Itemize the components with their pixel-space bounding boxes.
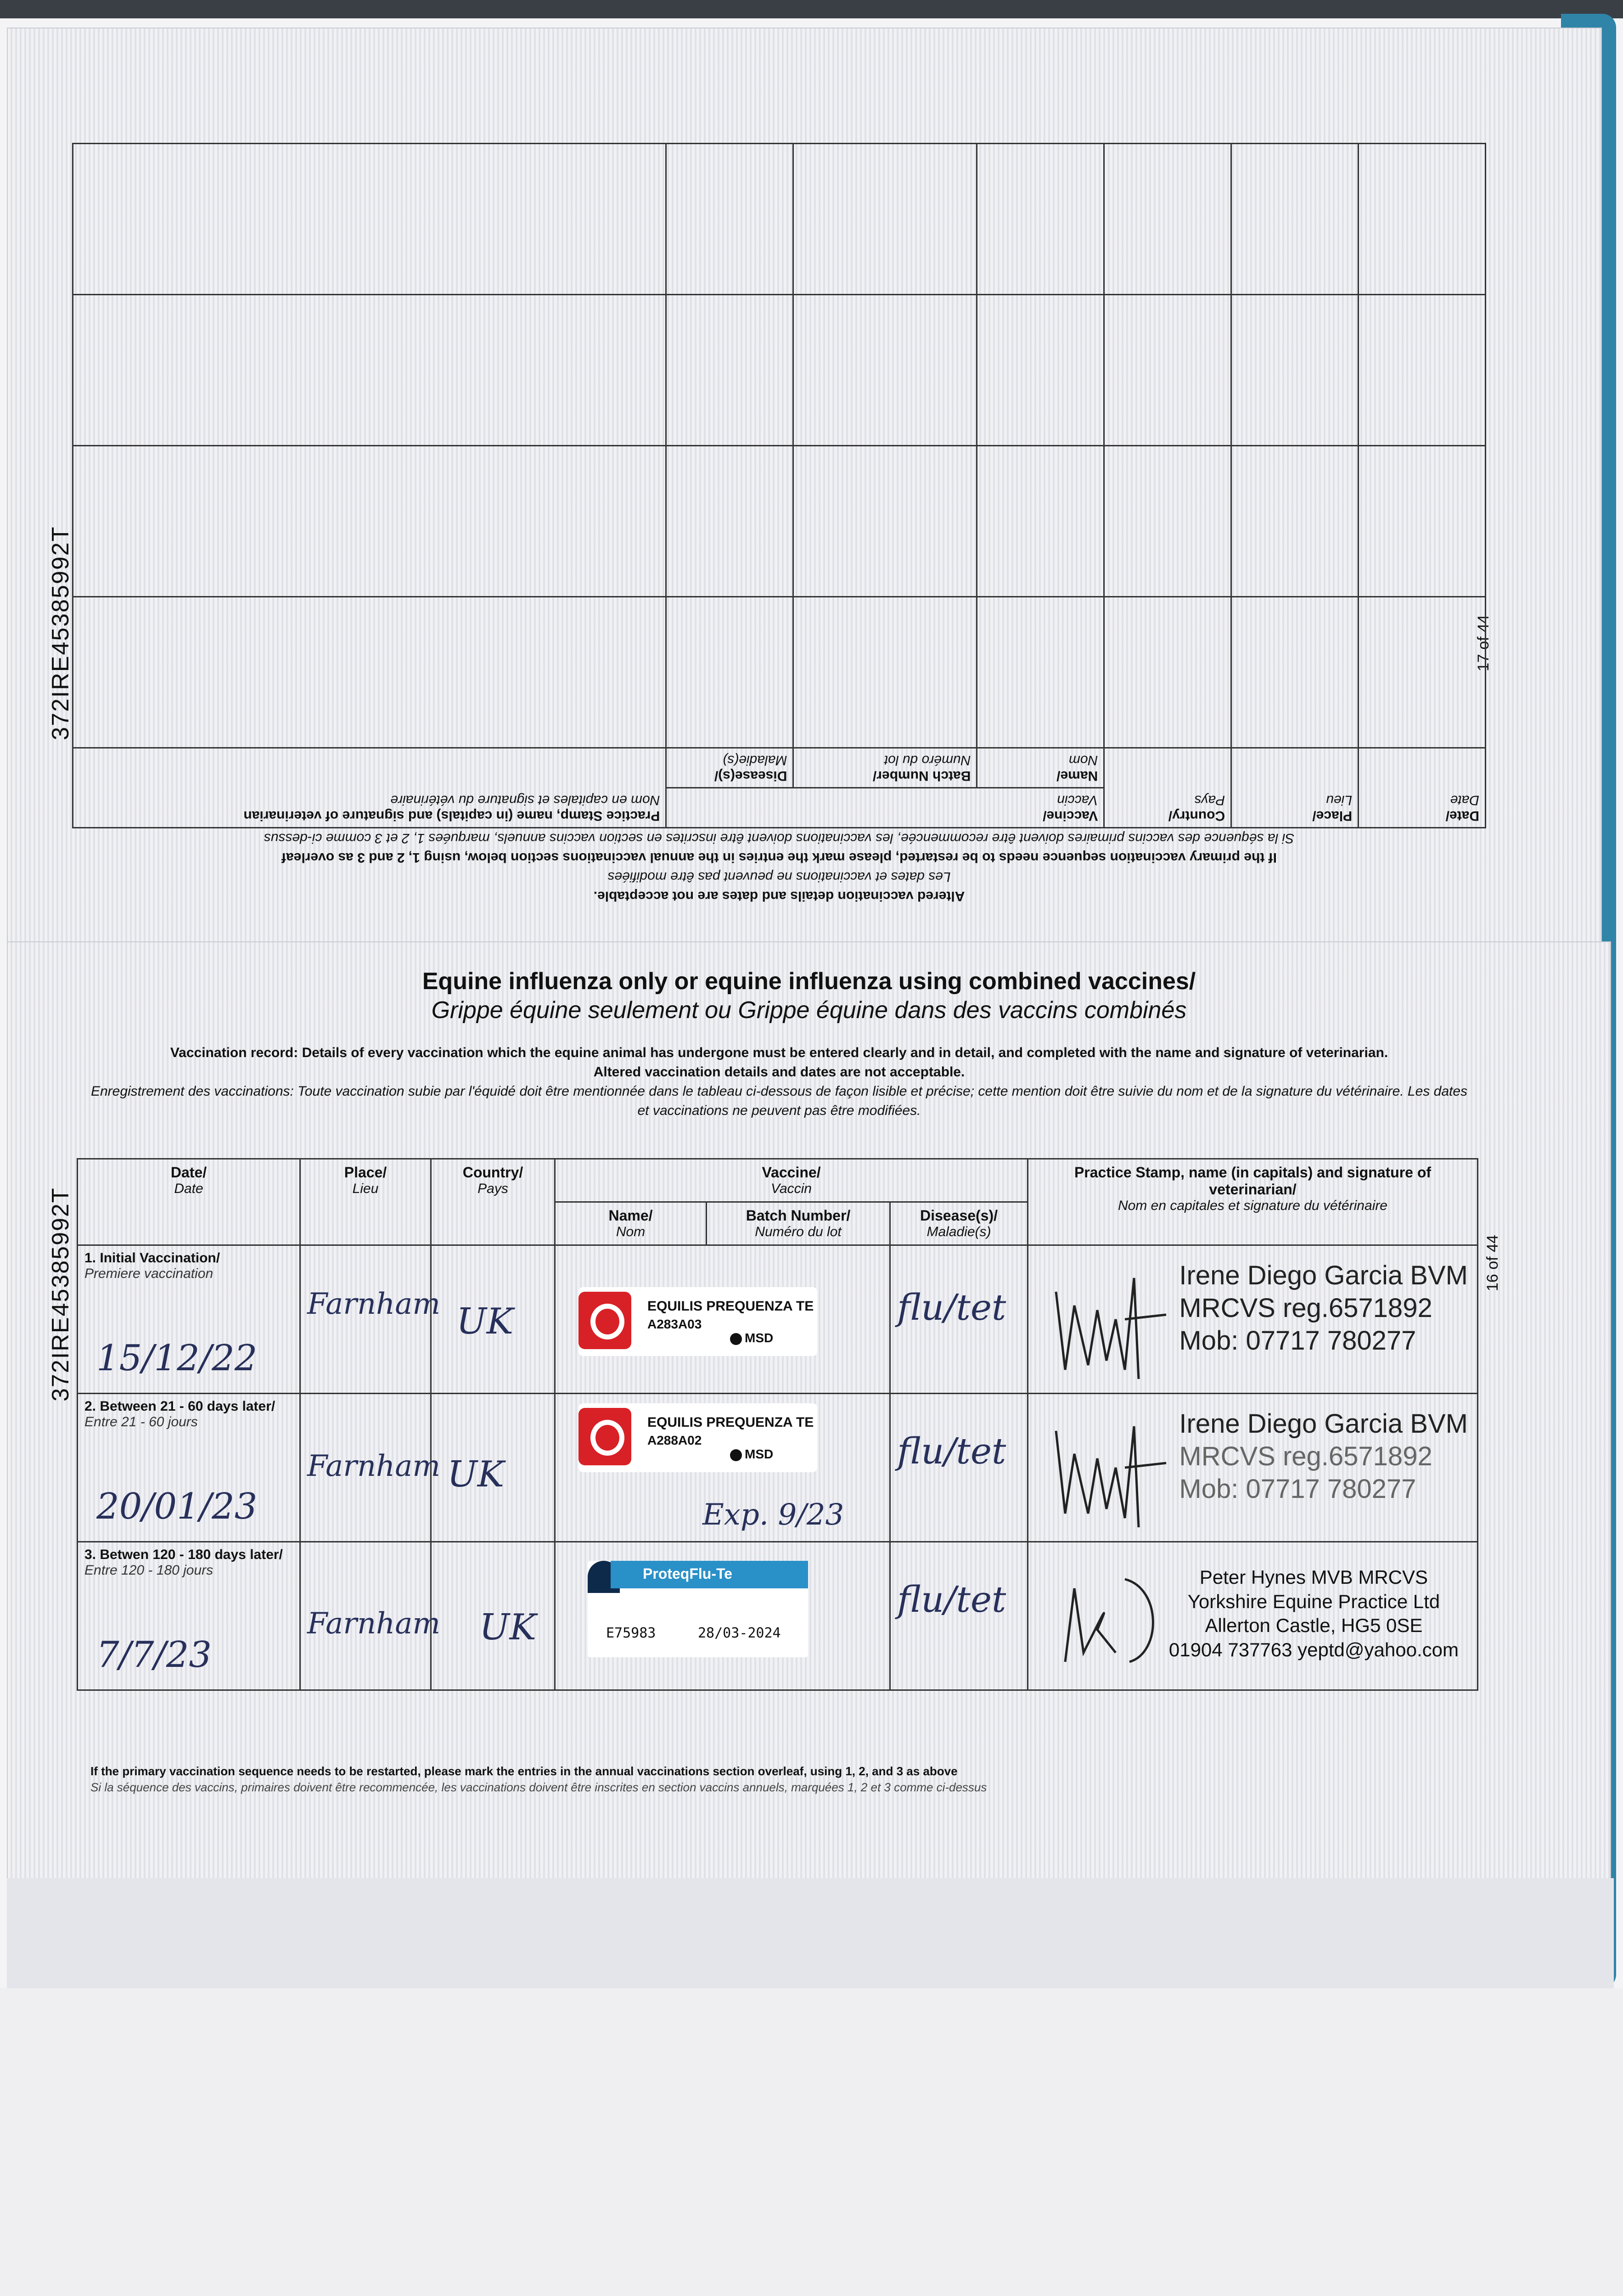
sticker-vaccine-name: EQUILIS PREQUENZA TE — [647, 1415, 814, 1430]
sticker-vaccine-name: EQUILIS PREQUENZA TE — [647, 1299, 814, 1314]
footer-note: If the primary vaccination sequence needs to be restarted, please mark the entries in the annual vaccinations section overleaf, using 1, 2, and 3 as above — [90, 1764, 958, 1778]
row-label: 2. Between 21 - 60 days later/ Entre 21 - 60 jours — [84, 1399, 275, 1429]
vet-stamp: Irene Diego Garcia BVM MRCVS reg.6571892 Mob: 07717 780277 — [1179, 1261, 1468, 1356]
col-vaccine: Vaccine/ Vaccin — [666, 788, 1104, 828]
blank-row — [73, 446, 1486, 597]
vaccination-table — [77, 1158, 1478, 1691]
col-place: Place/ Lieu — [300, 1159, 431, 1245]
sticker-batch-number: A283A03 — [647, 1317, 702, 1331]
handwritten-expiry: Exp. 9/23 — [702, 1498, 844, 1532]
msd-icon — [730, 1333, 742, 1345]
blank-row — [73, 144, 1486, 295]
msd-logo: MSD — [730, 1331, 773, 1345]
col-disease: Disease(s)/ Maladie(s) — [666, 748, 793, 788]
col-vaccine: Vaccine/ Vaccin — [555, 1159, 1028, 1202]
col-name: Name/ Nom — [555, 1202, 707, 1245]
sticker-batch-number: E75983 — [606, 1625, 656, 1641]
footer-note-fr: Si la séquence des vaccins, primaires doivent être recommencée, les vaccinations doivent être inscrites en section vaccins annuels, marquées 1, 2 et 3 comme ci-dessus — [90, 1780, 987, 1794]
upper-page-content — [72, 134, 1486, 915]
table-row — [78, 1245, 1478, 1394]
page-number: 16 of 44 — [1484, 1235, 1501, 1291]
vaccine-sticker — [578, 1287, 817, 1356]
equilis-q-logo-icon — [578, 1292, 631, 1349]
sticker-expiry: 28/03-2024 — [698, 1625, 781, 1641]
row-label: 1. Initial Vaccination/ Premiere vaccination — [84, 1250, 220, 1281]
vet-signature — [1047, 1412, 1185, 1532]
altered-note: Altered vaccination details and dates are not acceptable. Les dates et vaccinations ne peuvent pas être modifiées If the primary vaccination sequence needs to be restarted, please mark the entries in the annual vaccinations section below, using 1, 2 and 3 as overleaf Si la séquence des vaccins primaires doivent être recommencée, les vaccinations doivent être inscrites en section vaccins annuels, marquées 1, 2 et 3 comme ci-dessus — [264, 831, 1295, 904]
vet-stamp: Irene Diego Garcia BVM MRCVS reg.6571892 Mob: 07717 780277 — [1179, 1409, 1468, 1504]
blank-row — [73, 295, 1486, 446]
col-disease: Disease(s)/ Maladie(s) — [890, 1202, 1028, 1245]
col-country: Country/ Pays — [1104, 748, 1231, 828]
handwritten-date: 15/12/22 — [96, 1338, 258, 1379]
vet-signature — [1047, 1264, 1185, 1384]
scanner-background — [0, 1988, 1623, 2296]
table-row — [78, 1542, 1478, 1690]
document-id: 372IRE45385992T — [47, 1187, 74, 1401]
equilis-q-logo-icon — [578, 1408, 631, 1465]
lower-page — [7, 941, 1611, 1880]
page-number: 17 of 44 — [1475, 615, 1492, 671]
document-id: 372IRE45385992T — [47, 526, 74, 740]
col-batch: Batch Number/ Numéro du lot — [707, 1202, 890, 1245]
handwritten-disease: flu/tet — [897, 1579, 1006, 1621]
handwritten-place: Farnham — [307, 1287, 441, 1321]
msd-icon — [730, 1449, 742, 1461]
handwritten-country: UK — [447, 1454, 505, 1495]
msd-logo: MSD — [730, 1447, 773, 1462]
scanner-edge — [0, 0, 1623, 18]
col-name: Name/ Nom — [977, 748, 1104, 788]
handwritten-place: Farnham — [307, 1449, 441, 1483]
col-stamp: Practice Stamp, name (in capitals) and signature of veterinarian/ Nom en capitales et signature du vétérinaire — [1028, 1159, 1478, 1245]
vaccine-sticker — [588, 1561, 808, 1657]
handwritten-date: 20/01/23 — [96, 1486, 258, 1527]
page-title-fr: Grippe équine seulement ou Grippe équine dans des vaccins combinés — [431, 997, 1187, 1024]
handwritten-country: UK — [456, 1301, 514, 1342]
sticker-vaccine-name: ProteqFlu-Te — [611, 1561, 808, 1588]
handwritten-disease: flu/tet — [897, 1431, 1006, 1472]
col-date: Date/ Date — [1359, 748, 1486, 828]
handwritten-place: Farnham — [307, 1607, 441, 1641]
col-batch: Batch Number/ Numéro du lot — [793, 748, 977, 788]
upper-page — [7, 28, 1602, 971]
vaccine-sticker — [578, 1403, 817, 1472]
col-country: Country/ Pays — [431, 1159, 555, 1245]
sticker-batch-number: A288A02 — [647, 1433, 702, 1447]
handwritten-country: UK — [479, 1607, 537, 1648]
blank-row — [73, 597, 1486, 748]
page-title: Equine influenza only or equine influenza using combined vaccines/ — [422, 968, 1196, 995]
upper-vaccination-table — [72, 143, 1486, 828]
passport-back-page — [7, 1878, 1614, 1989]
table-row — [78, 1394, 1478, 1542]
col-date: Date/ Date — [78, 1159, 300, 1245]
col-place: Place/ Lieu — [1231, 748, 1359, 828]
vet-stamp: Peter Hynes MVB MRCVS Yorkshire Equine Practice Ltd Allerton Castle, HG5 0SE 01904 737763 yeptd@yahoo.com — [1168, 1566, 1459, 1660]
col-stamp: Practice Stamp, name (in capitals) and signature of veterinarian Nom en capitales et signature du vétérinaire — [73, 748, 666, 828]
instructions: Vaccination record: Details of every vaccination which the equine animal has undergone must be entered clearly and in detail, and completed with the name and signature of veterinarian. Altered vaccination details and dates are not acceptable. Enregistrement des vaccinations: Toute vaccination subie par l'équidé doit être mentionnée dans le tableau ci-dessous de façon lisible et précise; cette mention doit être suivie du nom et de la signature du vétérinaire. Les dates et vaccinations ne peuvent pas être modifiées. — [90, 1045, 1468, 1118]
handwritten-disease: flu/tet — [897, 1287, 1006, 1328]
handwritten-date: 7/7/23 — [96, 1634, 212, 1676]
row-label: 3. Betwen 120 - 180 days later/ Entre 120 - 180 jours — [84, 1547, 283, 1578]
vet-signature — [1047, 1561, 1175, 1680]
